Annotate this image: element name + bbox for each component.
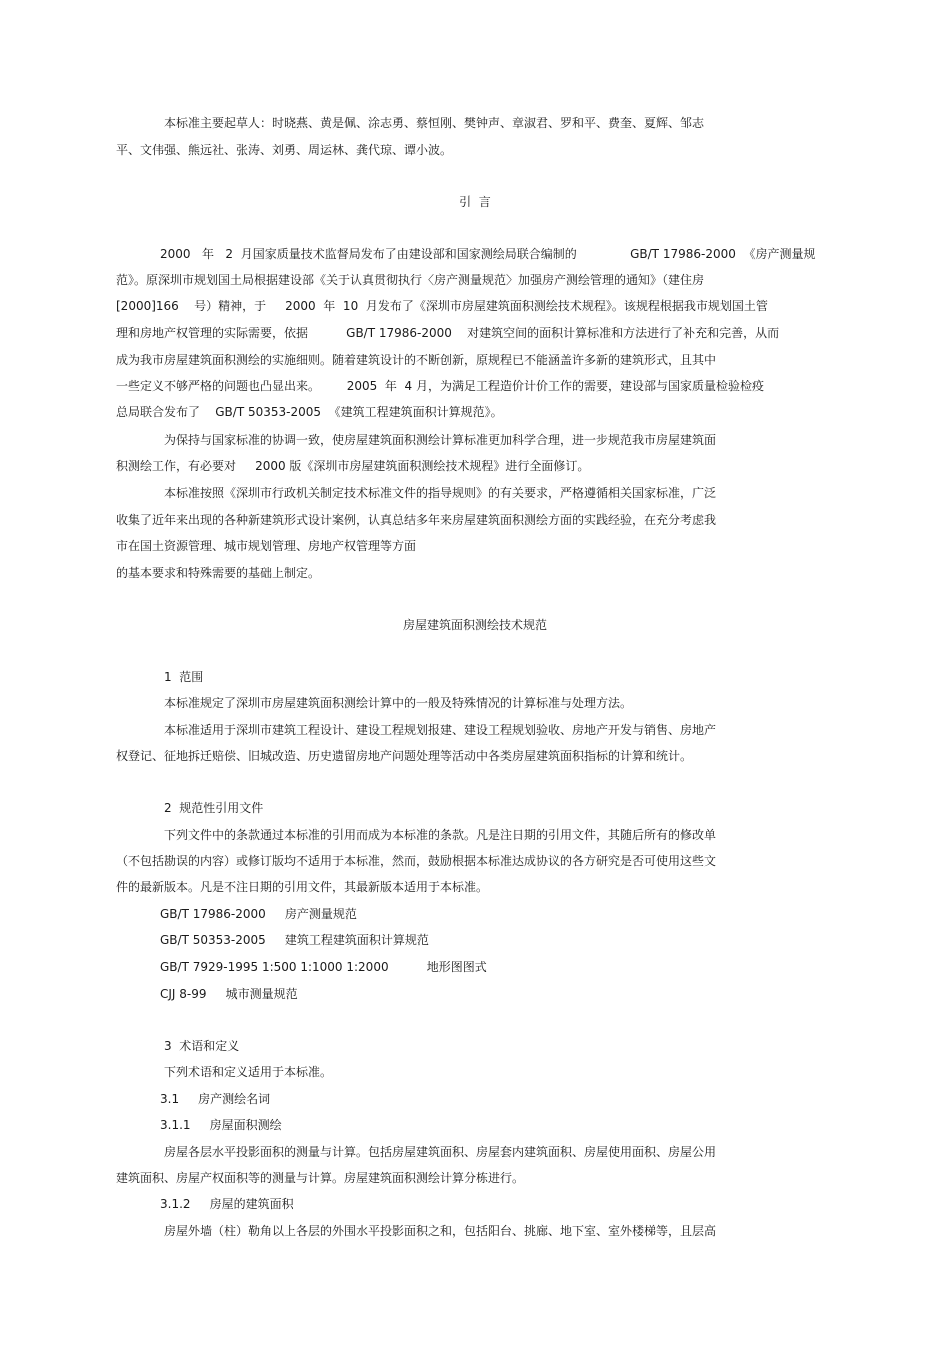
paragraph-line: [2000]166 号）精神，于 2000 年 10 月发布了《深圳市房屋建筑面积测绘技术规程》。该规程根据我市规划国土管	[116, 299, 768, 313]
paragraph-line: 房屋各层水平投影面积的测量与计算。包括房屋建筑面积、房屋套内建筑面积、房屋使用面积、房屋公用	[164, 1145, 717, 1159]
subsection-heading: 3.1.1 房屋面积测绘	[160, 1118, 282, 1132]
section-heading: 1 范围	[164, 670, 204, 684]
paragraph-line: 积测绘工作，有必要对 2000 版《深圳市房屋建筑面积测绘技术规程》进行全面修订。	[116, 459, 590, 473]
paragraph-line: 下列术语和定义适用于本标准。	[164, 1065, 333, 1079]
subsection-heading: 3.1.2 房屋的建筑面积	[160, 1197, 294, 1211]
paragraph-line: 本标准规定了深圳市房屋建筑面积测绘计算中的一般及特殊情况的计算标准与处理方法。	[164, 696, 633, 710]
subsection-heading: 3.1 房产测绘名词	[160, 1092, 271, 1106]
section-heading: 2 规范性引用文件	[164, 801, 264, 815]
paragraph-line: 范》。原深圳市规划国土局根据建设部《关于认真贯彻执行〈房产测量规范〉加强房产测绘管理的通知》（建住房	[116, 273, 705, 287]
section-heading: 3 术语和定义	[164, 1039, 240, 1053]
paragraph-line: 2000 年 2 月国家质量技术监督局发布了由建设部和国家测绘局联合编制的 GB/T 17986-2000 《房产测量规	[160, 247, 816, 261]
reference-item: GB/T 50353-2005 建筑工程建筑面积计算规范	[160, 933, 429, 947]
paragraph-line: 成为我市房屋建筑面积测绘的实施细则。随着建筑设计的不断创新，原规程已不能涵盖许多新的建筑形式，且其中	[116, 353, 717, 367]
paragraph-line: 本标准按照《深圳市行政机关制定技术标准文件的指导规则》的有关要求，严格遵循相关国家标准，广泛	[164, 486, 717, 500]
paragraph-line: 件的最新版本。凡是不注日期的引用文件，其最新版本适用于本标准。	[116, 880, 489, 894]
reference-item: GB/T 7929-1995 1:500 1:1000 1:2000 地形图图式	[160, 960, 487, 974]
paragraph-line: 为保持与国家标准的协调一致，使房屋建筑面积测绘计算标准更加科学合理，进一步规范我市房屋建筑面	[164, 433, 717, 447]
paragraph-line: 总局联合发布了 GB/T 50353-2005 《建筑工程建筑面积计算规范》。	[116, 405, 503, 419]
paragraph-line: 建筑面积、房屋产权面积等的测量与计算。房屋建筑面积测绘计算分栋进行。	[116, 1171, 525, 1185]
intro-heading: 引 言	[459, 195, 491, 209]
reference-item: GB/T 17986-2000 房产测量规范	[160, 907, 357, 921]
drafters-line: 本标准主要起草人：时晓燕、黄是佩、涂志勇、蔡恒刚、樊钟声、章淑君、罗和平、费奎、夏辉、邹志	[164, 116, 705, 130]
paragraph-line: 权登记、征地拆迁赔偿、旧城改造、历史遗留房地产问题处理等活动中各类房屋建筑面积指标的计算和统计。	[116, 749, 693, 763]
paragraph-line: 市在国土资源管理、城市规划管理、房地产权管理等方面	[116, 539, 417, 553]
paragraph-line: （不包括勘误的内容）或修订版均不适用于本标准，然而，鼓励根据本标准达成协议的各方研究是否可使用这些文	[116, 854, 717, 868]
paragraph-line: 理和房地产权管理的实际需要，依据 GB/T 17986-2000 对建筑空间的面积计算标准和方法进行了补充和完善，从而	[116, 326, 780, 340]
paragraph-line: 本标准适用于深圳市建筑工程设计、建设工程规划报建、建设工程规划验收、房地产开发与销售、房地产	[164, 723, 717, 737]
paragraph-line: 一些定义不够严格的问题也凸显出来。 2005 年 4 月，为满足工程造价计价工作的需要，建设部与国家质量检验检疫	[116, 379, 764, 393]
paragraph-line: 房屋外墙（柱）勒角以上各层的外围水平投影面积之和，包括阳台、挑廊、地下室、室外楼梯等，且层高	[164, 1224, 717, 1238]
paragraph-line: 收集了近年来出现的各种新建筑形式设计案例，认真总结多年来房屋建筑面积测绘方面的实践经验，在充分考虑我	[116, 513, 717, 527]
reference-item: CJJ 8-99 城市测量规范	[160, 987, 298, 1001]
paragraph-line: 下列文件中的条款通过本标准的引用而成为本标准的条款。凡是注日期的引用文件，其随后所有的修改单	[164, 828, 717, 842]
document-title: 房屋建筑面积测绘技术规范	[402, 618, 547, 632]
drafters-line: 平、文伟强、熊远社、张涛、刘勇、周运林、龚代琼、谭小波。	[116, 143, 453, 157]
paragraph-line: 的基本要求和特殊需要的基础上制定。	[116, 566, 321, 580]
